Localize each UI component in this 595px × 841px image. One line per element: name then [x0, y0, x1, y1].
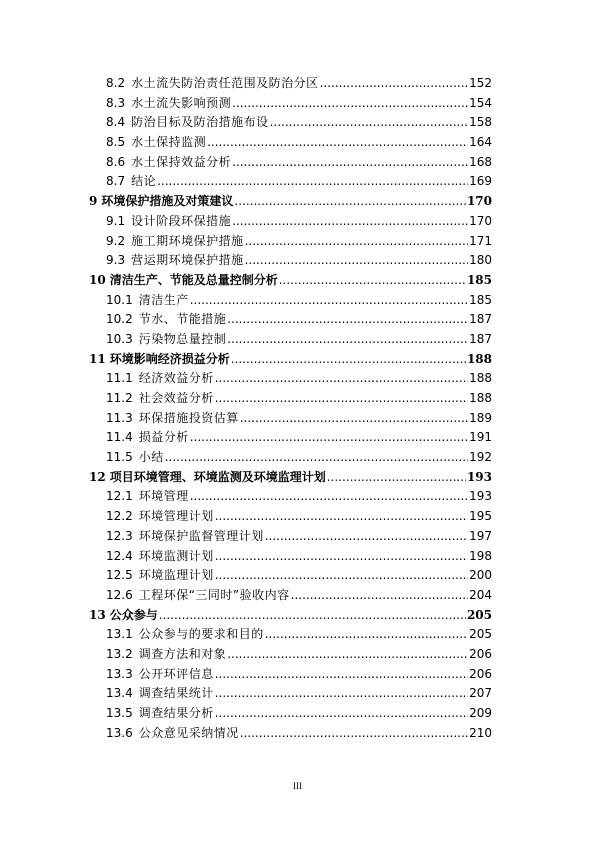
toc-dot-leader — [232, 212, 468, 232]
toc-entry-number: 13.3 — [106, 666, 133, 681]
toc-entry-number: 8.2 — [106, 76, 126, 90]
toc-entry-page: 209 — [469, 706, 492, 720]
toc-entry-number: 12 — [89, 469, 106, 484]
toc-entry-title: 污染物总量控制 — [138, 331, 227, 346]
toc-entry-title: 水土流失防治责任范围及防治分区 — [131, 76, 319, 90]
toc-entry-number: 13 — [89, 607, 106, 622]
toc-entry-page: 152 — [469, 76, 492, 90]
toc-entry-number: 13.5 — [106, 706, 133, 720]
toc-section-entry[interactable] — [89, 684, 492, 704]
toc-entry-title: 社会效益分析 — [138, 391, 214, 405]
toc-dot-leader — [215, 369, 468, 389]
toc-entry-title: 环境管理 — [138, 489, 189, 504]
toc-section-entry[interactable] — [89, 153, 492, 173]
toc-section-entry[interactable] — [89, 448, 492, 468]
toc-entry-title: 环境管理计划 — [138, 509, 214, 524]
toc-entry-number: 8.5 — [106, 135, 126, 150]
toc-entry-title: 施工期环境保护措施 — [131, 233, 244, 248]
toc-entry-number: 10 — [89, 272, 106, 287]
toc-entry-page: 204 — [469, 587, 492, 602]
toc-dot-leader — [207, 133, 468, 153]
toc-dot-leader — [165, 448, 468, 468]
toc-section-entry[interactable] — [89, 113, 492, 133]
toc-entry-number: 8.4 — [106, 115, 126, 130]
toc-section-entry[interactable] — [89, 428, 492, 448]
toc-section-entry[interactable] — [89, 330, 492, 350]
toc-entry-title: 项目环境管理、环境监测及环境监理计划 — [109, 469, 326, 484]
toc-entry-page: 158 — [469, 115, 492, 130]
toc-entry-number: 11.2 — [106, 391, 133, 405]
toc-dot-leader — [227, 330, 468, 350]
toc-entry-page: 180 — [469, 253, 492, 268]
toc-entry-title: 环境影响经济损益分析 — [109, 351, 230, 366]
toc-dot-leader — [234, 192, 466, 212]
toc-dot-leader — [291, 586, 468, 606]
toc-entry-title: 小结 — [138, 450, 164, 465]
toc-entry-number: 11.1 — [106, 371, 133, 386]
toc-entry-page: 170 — [466, 194, 492, 209]
toc-entry-number: 8.3 — [106, 95, 126, 110]
toc-entry-number: 9.3 — [106, 253, 126, 268]
toc-entry-title: 节水、节能措施 — [138, 312, 227, 327]
toc-entry-page: 197 — [469, 528, 492, 543]
toc-section-entry[interactable] — [89, 527, 492, 547]
toc-section-entry[interactable] — [89, 369, 492, 389]
toc-entry-title: 调查方法和对象 — [138, 646, 227, 661]
toc-entry-page: 168 — [469, 154, 492, 169]
toc-section-entry[interactable] — [89, 487, 492, 507]
toc-entry-title: 结论 — [131, 174, 157, 189]
toc-entry-page: 170 — [469, 213, 492, 228]
toc-entry-number: 12.1 — [106, 489, 133, 504]
toc-dot-leader — [190, 428, 468, 448]
toc-section-entry[interactable] — [89, 507, 492, 527]
table-of-contents — [89, 74, 492, 743]
toc-entry-title: 工程环保“三同时”验收内容 — [138, 587, 290, 602]
toc-section-entry[interactable] — [89, 645, 492, 665]
toc-section-entry[interactable] — [89, 232, 492, 252]
toc-dot-leader — [320, 74, 468, 94]
toc-entry-number: 10.2 — [106, 312, 133, 327]
toc-entry-page: 193 — [469, 489, 492, 504]
toc-section-entry[interactable] — [89, 251, 492, 271]
toc-entry-title: 环境保护措施及对策建议 — [101, 194, 234, 209]
toc-entry-number: 13.6 — [106, 725, 133, 740]
toc-entry-number: 9.2 — [106, 233, 126, 248]
toc-entry-number: 8.6 — [106, 154, 126, 169]
toc-dot-leader — [215, 547, 468, 567]
toc-entry-number: 8.7 — [106, 174, 126, 189]
toc-dot-leader — [227, 310, 468, 330]
toc-entry-page: 164 — [469, 135, 492, 150]
toc-dot-leader — [232, 94, 468, 114]
toc-entry-number: 11.3 — [106, 410, 133, 425]
toc-entry-page: 206 — [469, 666, 492, 681]
toc-entry-title: 公众参与 — [109, 607, 158, 622]
toc-entry-page: 185 — [469, 292, 492, 307]
toc-entry-page: 154 — [469, 95, 492, 110]
toc-entry-title: 公众意见采纳情况 — [138, 725, 239, 740]
toc-entry-page: 207 — [469, 686, 492, 701]
toc-chapter-entry[interactable] — [89, 606, 492, 626]
toc-entry-title: 清洁生产 — [138, 292, 189, 307]
toc-entry-page: 171 — [469, 233, 492, 248]
toc-dot-leader — [227, 645, 468, 665]
toc-entry-title: 公众参与的要求和目的 — [138, 627, 264, 642]
toc-entry-title: 环境监测计划 — [138, 548, 214, 563]
toc-entry-page: 191 — [469, 430, 492, 445]
toc-entry-title: 水土保持效益分析 — [131, 154, 232, 169]
toc-dot-leader — [159, 606, 466, 626]
toc-chapter-entry[interactable] — [89, 350, 492, 370]
toc-dot-leader — [215, 704, 468, 724]
toc-entry-page: 188 — [466, 351, 492, 366]
toc-entry-page: 198 — [469, 548, 492, 563]
toc-entry-page: 192 — [469, 450, 492, 465]
toc-entry-number: 9 — [89, 194, 98, 209]
toc-entry-number: 10.1 — [106, 292, 133, 307]
toc-entry-title: 调查结果统计 — [138, 686, 214, 701]
toc-entry-page: 169 — [469, 174, 492, 189]
toc-entry-page: 188 — [469, 391, 492, 405]
toc-entry-number: 10.3 — [106, 331, 133, 346]
page-number: III — [293, 781, 302, 791]
toc-section-entry[interactable] — [89, 547, 492, 567]
toc-section-entry[interactable] — [89, 665, 492, 685]
toc-entry-title: 调查结果分析 — [138, 706, 214, 720]
toc-dot-leader — [240, 409, 468, 429]
toc-entry-number: 11.4 — [106, 430, 133, 445]
toc-entry-number: 12.3 — [106, 528, 133, 543]
toc-dot-leader — [265, 527, 468, 547]
toc-chapter-entry[interactable] — [89, 468, 492, 488]
toc-section-entry[interactable] — [89, 133, 492, 153]
toc-entry-title: 水土保持监测 — [131, 135, 207, 150]
toc-entry-page: 187 — [469, 331, 492, 346]
toc-section-entry[interactable] — [89, 389, 492, 409]
toc-entry-title: 清洁生产、节能及总量控制分析 — [109, 272, 278, 287]
toc-entry-number: 12.4 — [106, 548, 133, 563]
toc-entry-number: 11 — [89, 351, 106, 366]
toc-dot-leader — [215, 665, 468, 685]
toc-dot-leader — [190, 291, 468, 311]
toc-chapter-entry[interactable] — [89, 192, 492, 212]
toc-dot-leader — [215, 566, 468, 586]
toc-dot-leader — [190, 487, 468, 507]
toc-entry-title: 设计阶段环保措施 — [131, 213, 232, 228]
toc-dot-leader — [215, 507, 468, 527]
toc-entry-page: 205 — [469, 627, 492, 642]
toc-entry-number: 12.2 — [106, 509, 133, 524]
toc-entry-title: 损益分析 — [138, 430, 189, 445]
toc-entry-number: 11.5 — [106, 450, 133, 465]
toc-section-entry[interactable] — [89, 74, 492, 94]
toc-dot-leader — [215, 684, 468, 704]
toc-entry-page: 206 — [469, 646, 492, 661]
toc-section-entry[interactable] — [89, 625, 492, 645]
toc-entry-title: 公开环评信息 — [138, 666, 214, 681]
toc-dot-leader — [240, 724, 468, 744]
toc-entry-page: 200 — [469, 568, 492, 583]
toc-entry-number: 12.5 — [106, 568, 133, 583]
toc-entry-number: 12.6 — [106, 587, 133, 602]
toc-entry-page: 185 — [466, 272, 492, 287]
toc-dot-leader — [270, 113, 468, 133]
toc-dot-leader — [265, 625, 468, 645]
toc-dot-leader — [231, 350, 466, 370]
toc-entry-page: 195 — [469, 509, 492, 524]
toc-entry-title: 经济效益分析 — [138, 371, 214, 386]
toc-section-entry[interactable] — [89, 409, 492, 429]
toc-section-entry[interactable] — [89, 94, 492, 114]
toc-dot-leader — [232, 153, 468, 173]
toc-entry-page: 205 — [466, 607, 492, 622]
toc-dot-leader — [157, 172, 468, 192]
toc-entry-page: 210 — [469, 725, 492, 740]
toc-section-entry[interactable] — [89, 566, 492, 586]
toc-entry-number: 13.4 — [106, 686, 133, 701]
toc-section-entry[interactable] — [89, 291, 492, 311]
toc-entry-title: 营运期环境保护措施 — [131, 253, 244, 268]
toc-entry-number: 13.2 — [106, 646, 133, 661]
toc-entry-page: 193 — [466, 469, 492, 484]
toc-entry-title: 防治目标及防治措施布设 — [131, 115, 269, 130]
toc-entry-page: 187 — [469, 312, 492, 327]
toc-entry-number: 9.1 — [106, 213, 126, 228]
toc-section-entry[interactable] — [89, 212, 492, 232]
toc-dot-leader — [327, 468, 466, 488]
toc-entry-title: 环境保护监督管理计划 — [138, 528, 264, 543]
toc-dot-leader — [245, 232, 468, 252]
toc-entry-page: 189 — [469, 410, 492, 425]
toc-entry-number: 13.1 — [106, 627, 133, 642]
toc-chapter-entry[interactable] — [89, 271, 492, 291]
toc-section-entry[interactable] — [89, 172, 492, 192]
toc-section-entry[interactable] — [89, 724, 492, 744]
toc-dot-leader — [215, 389, 468, 409]
toc-entry-title: 水土流失影响预测 — [131, 95, 232, 110]
toc-entry-title: 环保措施投资估算 — [138, 410, 239, 425]
toc-section-entry[interactable] — [89, 586, 492, 606]
toc-entry-title: 环境监理计划 — [138, 568, 214, 583]
toc-dot-leader — [245, 251, 468, 271]
toc-section-entry[interactable] — [89, 310, 492, 330]
toc-dot-leader — [279, 271, 466, 291]
toc-section-entry[interactable] — [89, 704, 492, 724]
toc-entry-page: 188 — [469, 371, 492, 386]
